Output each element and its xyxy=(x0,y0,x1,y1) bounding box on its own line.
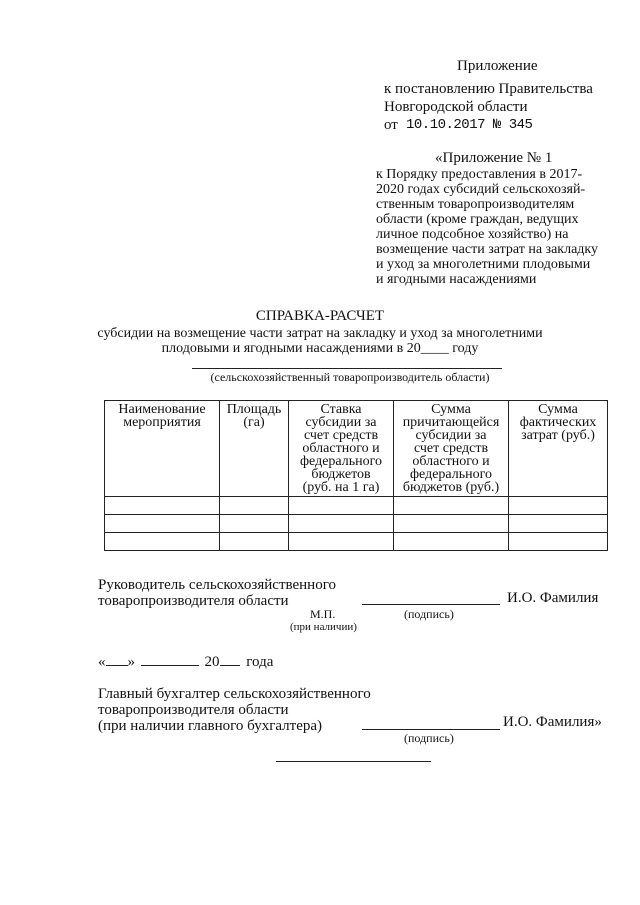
col-header-rate: Ставка субсидии за счет средств областного и федерального бюджетов (руб. на 1 га) xyxy=(289,401,394,497)
table-cell[interactable] xyxy=(394,533,509,551)
appendix-1-line: и уход за многолетними плодовыми xyxy=(376,257,591,272)
stamp-note: (при наличии) xyxy=(290,621,357,633)
table-row xyxy=(105,515,608,533)
subtitle-line: субсидии на возмещение части затрат на закладку и уход за многолетними xyxy=(97,326,543,341)
accountant-title-line2: товаропроизводителя области xyxy=(98,702,289,718)
date-from-label: от xyxy=(384,117,398,133)
closing-rule xyxy=(276,761,431,762)
col-header-subsidy-sum: Сумма причитающейся субсидии за счет средств областного и федерального бюджетов (руб.) xyxy=(394,401,509,497)
accountant-title-line1: Главный бухгалтер сельскохозяйственного xyxy=(98,686,371,702)
head-signature-line[interactable] xyxy=(362,604,500,605)
date-line xyxy=(98,652,273,671)
head-name: И.О. Фамилия xyxy=(507,590,599,606)
head-title-line1: Руководитель сельскохозяйственного xyxy=(98,577,336,593)
table-cell[interactable] xyxy=(220,533,289,551)
col-header-area: Площадь (га) xyxy=(220,401,289,497)
table-cell[interactable] xyxy=(509,497,608,515)
region-line: Новгородской области xyxy=(384,99,528,115)
table-cell[interactable] xyxy=(220,515,289,533)
table-cell[interactable] xyxy=(105,533,220,551)
table-cell[interactable] xyxy=(509,515,608,533)
producer-caption: (сельскохозяйственный товаропроизводитель области) xyxy=(210,370,490,384)
col-header-actual-costs: Сумма фактических затрат (руб.) xyxy=(509,401,608,497)
table-cell[interactable] xyxy=(509,533,608,551)
document-subtitle xyxy=(0,326,640,356)
appendix-1-line: ственным товаропроизводителям xyxy=(376,197,575,212)
appendix-label: Приложение xyxy=(457,58,538,74)
table-cell[interactable] xyxy=(289,515,394,533)
table-cell[interactable] xyxy=(220,497,289,515)
date-open-quote: « xyxy=(98,654,106,670)
year-field[interactable] xyxy=(220,652,240,666)
accountant-name: И.О. Фамилия» xyxy=(503,714,602,730)
table-cell[interactable] xyxy=(394,497,509,515)
appendix-1-line: к Порядку предоставления в 2017- xyxy=(376,167,583,182)
appendix-1-line: и ягодными насаждениями xyxy=(376,272,537,287)
table-cell[interactable] xyxy=(289,497,394,515)
table-cell[interactable] xyxy=(289,533,394,551)
table-cell[interactable] xyxy=(105,497,220,515)
stamp-label: М.П. xyxy=(310,607,336,621)
appendix-1-line: области (кроме граждан, ведущих xyxy=(376,212,579,227)
appendix-1-title: «Приложение № 1 xyxy=(435,150,553,166)
subtitle-line: плодовыми и ягодными насаждениями в 20____ году xyxy=(161,341,479,356)
table-row xyxy=(105,533,608,551)
table-row xyxy=(105,497,608,515)
appendix-1-line: личное подсобное хозяйство) на xyxy=(376,227,569,242)
table-header-row xyxy=(105,401,608,497)
year-suffix: года xyxy=(246,654,274,670)
subsidy-calc-table xyxy=(104,400,608,551)
appendix-1-line: возмещение части затрат на закладку xyxy=(376,242,599,257)
resolution-date-number: 10.10.2017 № 345 xyxy=(406,117,533,133)
accountant-signature-caption: (подпись) xyxy=(404,731,454,745)
producer-name-line[interactable] xyxy=(192,368,502,369)
accountant-title-line3: (при наличии главного бухгалтера) xyxy=(98,718,323,734)
table-cell[interactable] xyxy=(105,515,220,533)
month-field[interactable] xyxy=(141,652,199,666)
document-title: СПРАВКА-РАСЧЕТ xyxy=(255,308,385,324)
head-title-line2: товаропроизводителя области xyxy=(98,593,289,609)
appendix-1-line: 2020 годах субсидий сельскохозяй- xyxy=(376,182,586,197)
accountant-signature-line[interactable] xyxy=(362,729,500,730)
col-header-activity: Наименование мероприятия xyxy=(105,401,220,497)
head-signature-caption: (подпись) xyxy=(404,607,454,621)
day-field[interactable] xyxy=(106,652,128,666)
resolution-line: к постановлению Правительства xyxy=(384,81,593,97)
year-prefix: 20 xyxy=(204,654,220,670)
date-close-quote: » xyxy=(127,654,135,670)
table-cell[interactable] xyxy=(394,515,509,533)
appendix-1-text xyxy=(376,167,598,287)
